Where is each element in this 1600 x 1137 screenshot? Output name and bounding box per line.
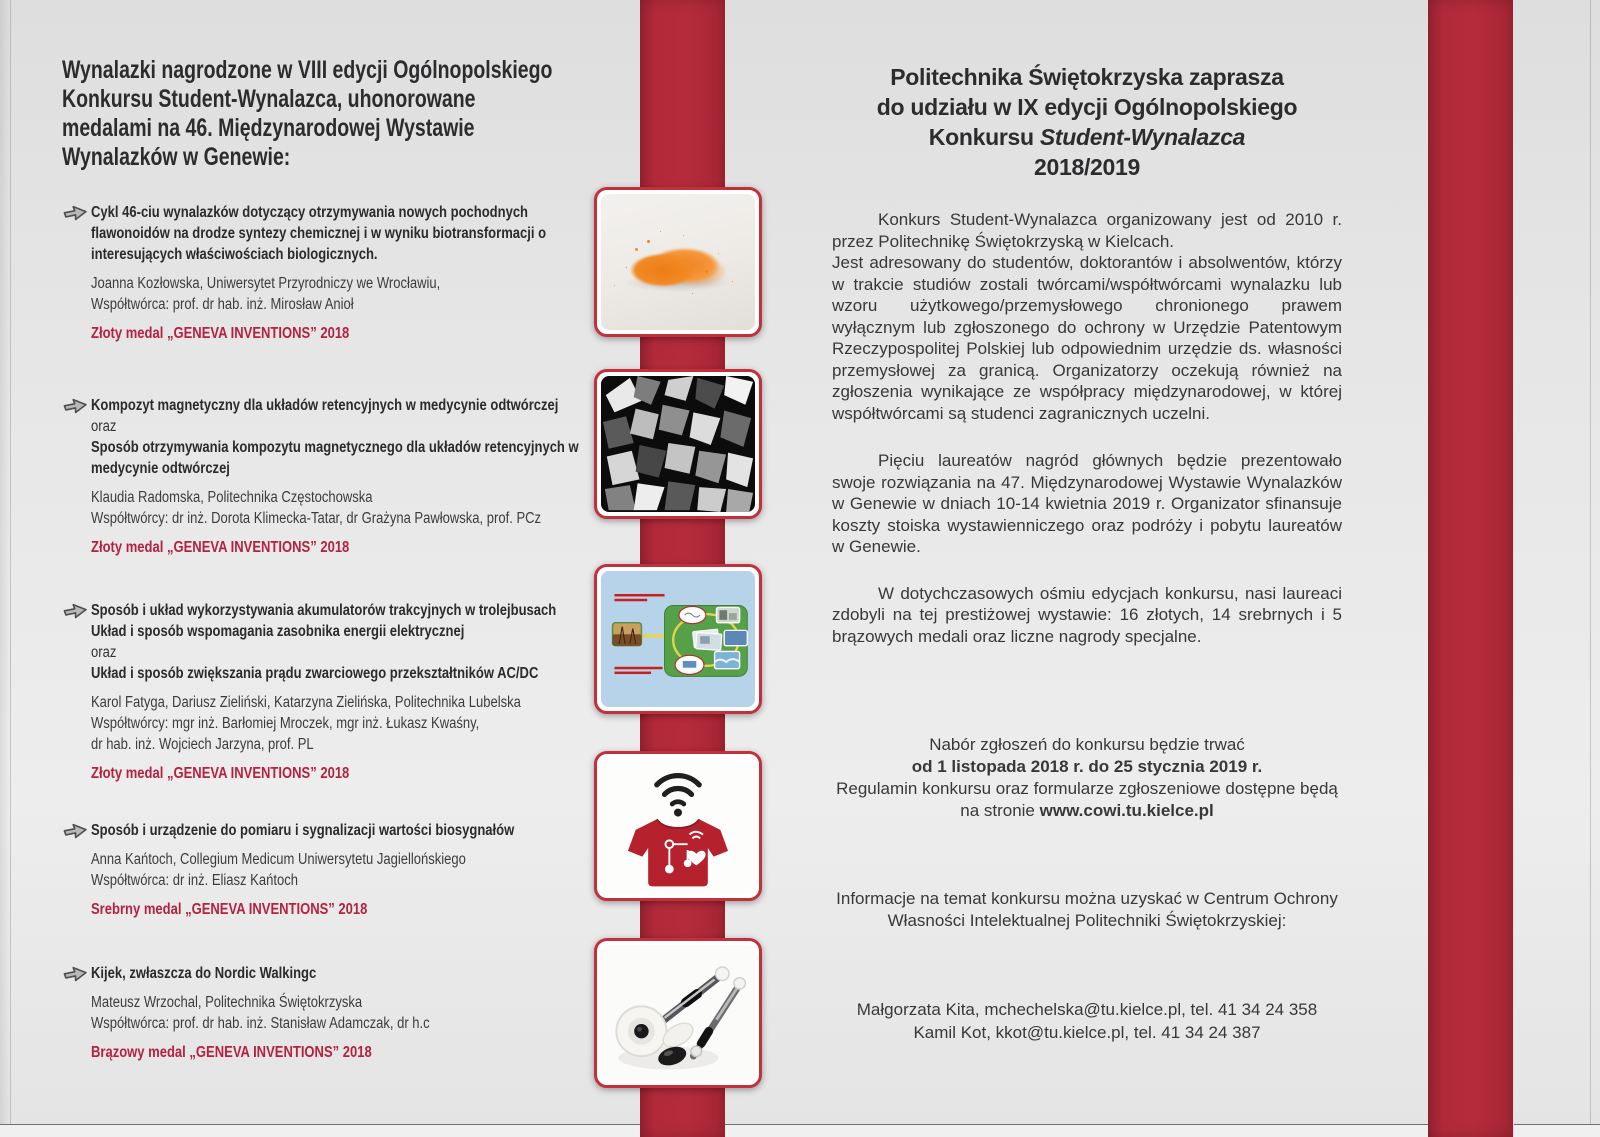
contest-name-italic: Student-Wynalazca (1039, 124, 1246, 150)
paragraph: Konkurs Student-Wynalazca organizowany jest od 2010 r. przez Politechnikę Świętokrzyską w Kielcach. (832, 210, 1342, 251)
author-line: Współtwórca: dr inż. Eliasz Kańtoch (91, 872, 298, 889)
enrollment-dates: od 1 listopada 2018 r. do 25 stycznia 2019 r. (911, 757, 1263, 776)
intro-paragraphs (832, 209, 1342, 647)
photo-card-energy-diagram (594, 564, 762, 714)
invention-body (91, 202, 599, 344)
medal-award: Złoty medal „GENEVA INVENTIONS” 2018 (91, 765, 350, 782)
powder-specks (647, 240, 650, 243)
invention-title: Układ i sposób zwiększania prądu zwarciowego przekształtników AC/DC (91, 665, 539, 682)
connector-word: oraz (91, 644, 117, 661)
invention-title: Cykl 46-ciu wynalazków dotyczący otrzymywania nowych pochodnych flawonoidów na drodze syntezy chemicznej i w wyniku biotransformacji o interesujących właściwościach biologicznych. (91, 204, 547, 263)
author-line: Klaudia Radomska, Politechnika Częstochowska (91, 489, 373, 506)
invention-title: Układ i sposób wspomagania zasobnika energii elektrycznej (91, 623, 465, 640)
arrow-icon (62, 602, 89, 620)
enrollment-line: Regulamin konkursu oraz formularze zgłoszeniowe dostępne będą (836, 779, 1338, 798)
author-line: Współtwórca: prof. dr hab. inż. Stanisław Adamczak, dr h.c (91, 1015, 430, 1032)
left-heading (62, 56, 600, 172)
right-panel (817, 0, 1357, 1137)
arrow-icon (62, 965, 89, 983)
paragraph: Jest adresowany do studentów, doktorantów i absolwentów, którzy w trakcie studiów zostali twórcami/współtwórcami wynalazku lub wzoru użytkowego/przemysłowego chronionego prawem wyłącznym lub zgłoszonego do ochrony w Urzędzie Patentowym Rzeczypospolitej Polskiej lub odpowiednim urzędzie ds. własności przemysłowej za granicą. Organizatorzy oczekują również na zgłoszenia wynikające ze współpracy międzynarodowej, w której współtwórcami są studenci zagranicznych uczelni. (832, 253, 1342, 423)
author-line: dr hab. inż. Wojciech Jarzyna, prof. PL (91, 736, 314, 753)
arrow-icon (62, 204, 89, 222)
author-line: Współtwórcy: mgr inż. Barłomiej Mroczek, mgr inż. Łukasz Kwaśny, (91, 715, 480, 732)
right-heading-line: 2018/2019 (1033, 154, 1141, 180)
invention-title: Sposób i układ wykorzystywania akumulatorów trakcyjnych w trolejbusach (91, 602, 557, 619)
right-fold-line (1590, 0, 1591, 1137)
arrow-icon-glyph (62, 204, 89, 222)
author-line: Karol Fatyga, Dariusz Zieliński, Katarzyna Zielińska, Politechnika Lubelska (91, 694, 521, 711)
photo-card-smart-tshirt (594, 751, 762, 901)
author-line: Joanna Kozłowska, Uniwersytet Przyrodniczy we Wrocławiu, (91, 275, 441, 292)
info-notice: Informacje na temat konkursu można uzyskać w Centrum Ochrony Własności Intelektualnej Politechniki Świętokrzyskiej: (836, 889, 1338, 930)
energy-diagram-graphic (601, 571, 755, 707)
magnetic-composite-photo (601, 376, 755, 512)
invention-body (91, 963, 599, 1063)
arrow-icon (62, 822, 89, 840)
authors (91, 849, 599, 891)
left-heading-line: Wynalazki nagrodzone w VIII edycji Ogólnopolskiego (62, 56, 553, 84)
contact-line: Małgorzata Kita, mchechelska@tu.kielce.pl, tel. 41 34 24 358 (856, 1000, 1318, 1019)
authors (91, 487, 599, 529)
author-line: Mateusz Wrzochal, Politechnika Świętokrzyska (91, 994, 363, 1011)
medal-award: Srebrny medal „GENEVA INVENTIONS” 2018 (91, 901, 368, 918)
photo-card-orange-powder (594, 187, 762, 337)
paragraph: W dotychczasowych ośmiu edycjach konkursu, nasi laureaci zdobyli na tej prestiżowej wystawie: 16 złotych, 14 srebrnych i 5 brązowych medali oraz liczne nagrody specjalne. (832, 583, 1342, 646)
paragraph: Pięciu laureatów nagród głównych będzie prezentowało swoje rozwiązania na 47. Międzynarodowej Wystawie Wynalazków w Genewie w dniach 10-14 kwietnia 2019 r. Organizator sfinansuje koszty stoiska wystawienniczego oraz podróży i pobytu laureatów w Genewie. (832, 451, 1342, 556)
left-heading-line: medalami na 46. Międzynarodowej Wystawie (62, 114, 475, 142)
contact-line: Kamil Kot, kkot@tu.kielce.pl, tel. 41 34 24 387 (913, 1022, 1261, 1042)
left-panel (62, 0, 602, 1137)
enrollment-notice (817, 734, 1357, 822)
invention-title: Kompozyt magnetyczny dla układów retencyjnych w medycynie odtwórczej (91, 397, 559, 414)
left-fold-line (10, 0, 11, 1137)
right-heading-line: do udziału w IX edycji Ogólnopolskiego (876, 94, 1298, 120)
smart-tshirt-graphic (601, 758, 755, 894)
tshirt-wifi-graphic (601, 758, 755, 894)
trolleybus-energy-diagram (601, 571, 755, 707)
invention-title: Kijek, zwłaszcza do Nordic Walkingc (91, 965, 317, 982)
author-line: Współtwórca: prof. dr hab. inż. Mirosław Anioł (91, 296, 354, 313)
authors (91, 273, 599, 315)
nordic-walking-poles-photo (601, 945, 755, 1081)
invention-body (91, 820, 599, 920)
medal-award: Złoty medal „GENEVA INVENTIONS” 2018 (91, 325, 350, 342)
arrow-icon (62, 397, 89, 415)
metal-flakes-graphic (601, 376, 755, 512)
left-heading-line: Konkursu Student-Wynalazca, uhonorowane (62, 85, 476, 113)
enrollment-line: Nabór zgłoszeń do konkursu będzie trwać (929, 735, 1245, 754)
left-fold-shade (0, 0, 10, 1137)
powder-pile (627, 244, 726, 289)
author-line: Anna Kańtoch, Collegium Medicum Uniwersytetu Jagiellońskiego (91, 851, 466, 868)
invention-body (91, 600, 599, 784)
right-heading (817, 62, 1357, 182)
arrow-icon-glyph (62, 965, 89, 983)
right-heading-line: Konkursu Student-Wynalazca (928, 124, 1246, 150)
contacts-block (817, 999, 1357, 1044)
arrow-icon-glyph (62, 822, 89, 840)
orange-powder-photo (601, 194, 755, 330)
medal-award: Złoty medal „GENEVA INVENTIONS” 2018 (91, 539, 350, 556)
medal-award: Brązowy medal „GENEVA INVENTIONS” 2018 (91, 1044, 372, 1061)
right-red-band (1428, 0, 1514, 1137)
left-heading-line: Wynalazków w Genewie: (62, 143, 291, 171)
arrow-icon-glyph (62, 602, 89, 620)
author-line: Współtwórcy: dr inż. Dorota Klimecka-Tatar, dr Grażyna Pawłowska, prof. PCz (91, 510, 542, 527)
invention-body (91, 395, 599, 558)
connector-word: oraz (91, 418, 117, 435)
photo-card-nordic-poles (594, 938, 762, 1088)
invention-title: Sposób otrzymywania kompozytu magnetycznego dla układów retencyjnych w medycynie odtwórczej (91, 439, 579, 477)
authors (91, 992, 599, 1034)
poles-graphic (601, 945, 755, 1081)
authors (91, 692, 599, 755)
photo-card-magnetic-composite (594, 369, 762, 519)
arrow-icon-glyph (62, 397, 89, 415)
right-heading-line: Politechnika Świętokrzyska zaprasza (890, 64, 1284, 90)
contest-website: www.cowi.tu.kielce.pl (1039, 801, 1214, 820)
enrollment-line: na stronie www.cowi.tu.kielce.pl (960, 801, 1214, 820)
invention-title: Sposób i urządzenie do pomiaru i sygnalizacji wartości biosygnałów (91, 822, 515, 839)
